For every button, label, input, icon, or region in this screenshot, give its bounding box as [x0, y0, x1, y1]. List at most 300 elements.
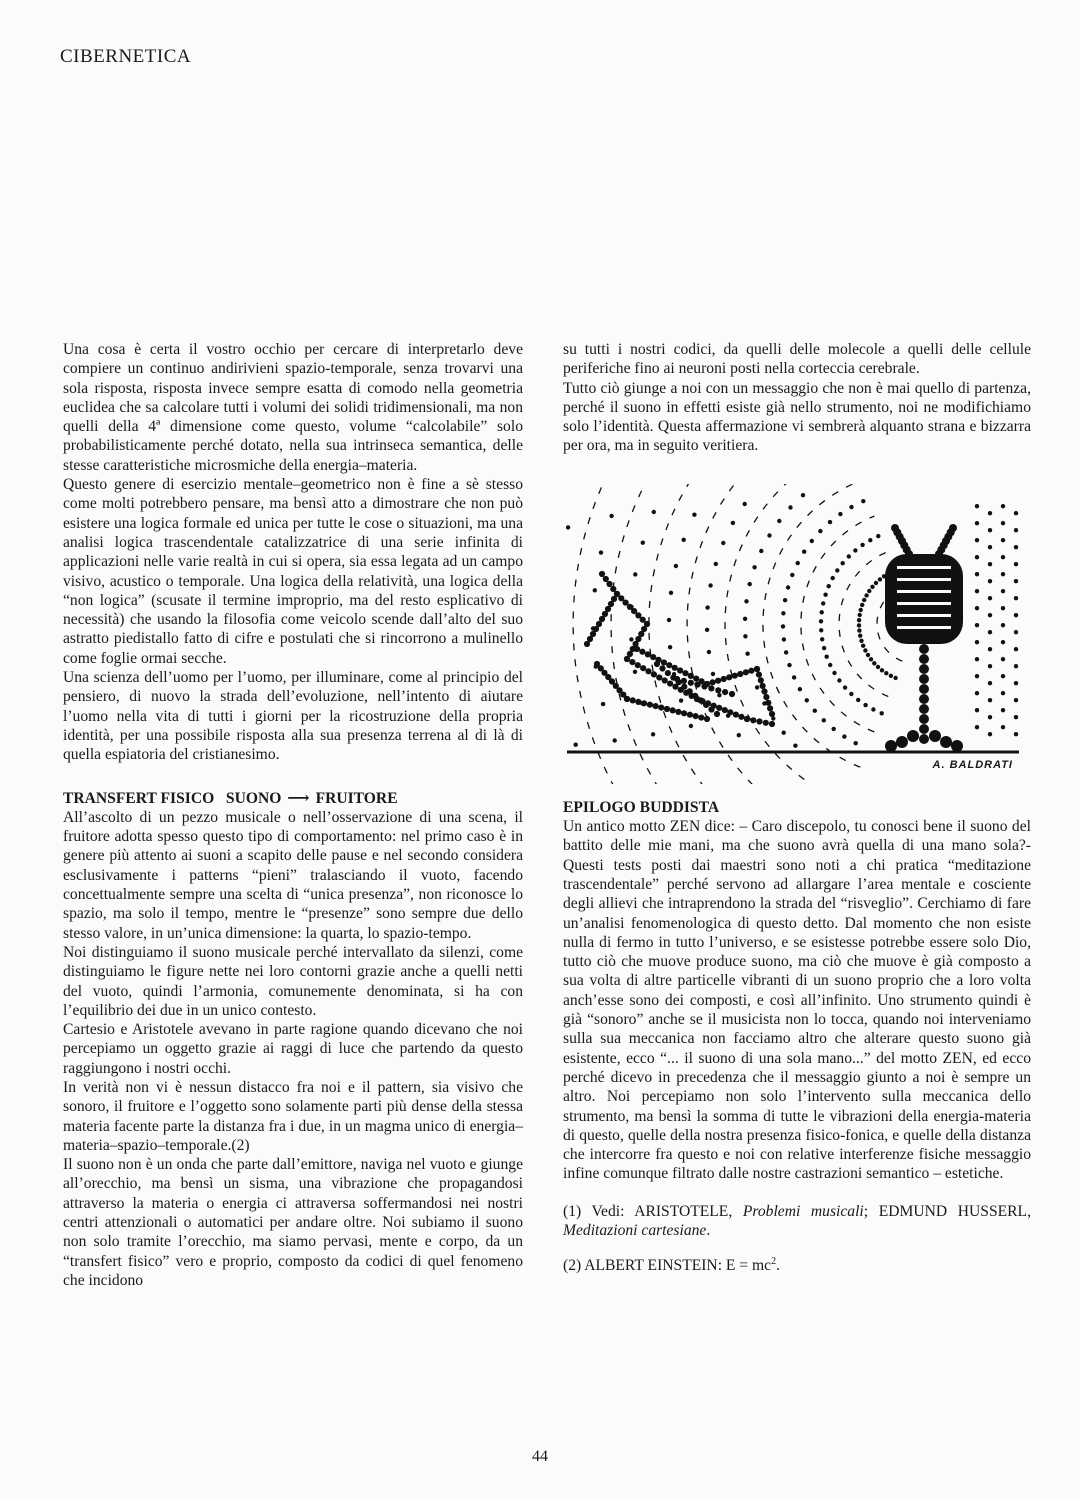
footnote-1-work2: Meditazioni cartesiane [563, 1222, 707, 1240]
pole-dot [919, 714, 929, 724]
sound-dot [876, 664, 880, 668]
footnote-2-suffix: . [776, 1257, 780, 1275]
sound-dot [721, 541, 725, 545]
base-dot [951, 740, 963, 752]
footnotes [563, 1202, 1031, 1276]
sound-dot [835, 568, 839, 572]
sound-dot [759, 549, 763, 553]
figure-dot [656, 674, 662, 680]
figure-dot [722, 689, 728, 695]
sound-wave-arc [573, 484, 790, 784]
sound-dot [988, 698, 992, 702]
figure-dot [653, 703, 659, 709]
sound-dot [975, 538, 979, 542]
figure-dot [670, 707, 676, 713]
sound-dot [717, 693, 721, 697]
sound-dot [871, 707, 875, 711]
figure-dot [658, 704, 664, 710]
figure-dot [687, 711, 693, 717]
figure-dot [726, 674, 732, 680]
figure-dot [635, 662, 641, 668]
sound-dot [874, 581, 878, 585]
figure-dot [675, 709, 681, 715]
sound-dot [599, 550, 603, 554]
figure-dot [672, 664, 678, 670]
figure-dot [640, 665, 646, 671]
sound-dot [988, 528, 992, 532]
sound-dot [674, 564, 678, 568]
figure-dot [722, 707, 728, 713]
figure-dot [599, 571, 605, 577]
figure-dot [659, 665, 665, 671]
sound-wave-arc [649, 484, 818, 784]
figure-dot [634, 646, 640, 652]
sound-dot [1014, 681, 1018, 685]
figure-dot [750, 717, 756, 723]
sound-dot [1001, 708, 1005, 712]
sound-dot [782, 637, 786, 641]
figure-dot [639, 648, 645, 654]
sound-dot [988, 545, 992, 549]
sound-dot [975, 521, 979, 525]
sound-dot [975, 640, 979, 644]
speaker-grille [897, 578, 951, 581]
pole-dot [919, 704, 929, 714]
illustration-signature: A. BALDRATI [932, 758, 1013, 771]
heading-left: TRANSFERT FISICO SUONO [63, 789, 282, 807]
sound-dot [861, 643, 865, 647]
footnote-2-sup: 2 [771, 1256, 777, 1268]
figure-dot [743, 669, 749, 675]
figure-dot [765, 699, 771, 705]
sound-dot [831, 576, 835, 580]
sound-dot [787, 663, 791, 667]
sound-dot [880, 668, 884, 672]
sound-dot [777, 519, 781, 523]
sound-dot [609, 513, 613, 517]
sound-dot [1001, 555, 1005, 559]
figure-dot [758, 677, 764, 683]
sound-dot [975, 606, 979, 610]
sound-dot [781, 624, 785, 628]
sound-dot [818, 529, 822, 533]
figure-dot [767, 705, 773, 711]
antenna-dot [949, 524, 957, 532]
paragraph: Il suono non è un onda che parte dall’emittore, naviga nel vuoto e giunge all’orecchio, ma bensì un sisma, una vibrazione che propagandosi attraverso la materia o energia ci attraversa soffermandosi nei nostri centri attenzionali o automatici per andare oltre. Noi subiamo il suono non solo tramite l’orecchio, ma siamo pervasi, mente e corpo, da un “transfert fisico” vero e proprio, composto da codici di quel fenomeno che incidono [63, 1156, 523, 1289]
figure-dot [698, 714, 704, 720]
figure-dot [708, 706, 714, 712]
sound-dot [1014, 596, 1018, 600]
figure-dot [677, 667, 683, 673]
heading-right: FRUITORE [315, 789, 398, 807]
figure-dot [732, 672, 738, 678]
figure-dot [688, 673, 694, 679]
speaker-grille [897, 602, 951, 605]
pole-dot [919, 654, 929, 664]
section-heading-epilogo: EPILOGO BUDDISTA [563, 798, 720, 816]
figure-dot [624, 656, 630, 662]
sound-dot [790, 573, 794, 577]
sound-dot [669, 590, 673, 594]
sound-dot [988, 511, 992, 515]
sound-dot [793, 743, 797, 747]
sound-dot [975, 674, 979, 678]
footnote-1 [563, 1202, 1031, 1241]
sound-dot [1014, 647, 1018, 651]
sound-dot [633, 572, 637, 576]
sound-dot [629, 637, 633, 641]
speaker-grille [897, 626, 951, 629]
page-number: 44 [532, 1448, 548, 1465]
sound-dot [866, 653, 870, 657]
figure-dot [610, 586, 616, 592]
sound-dot [828, 663, 832, 667]
sound-dot [1001, 538, 1005, 542]
figure-dot [667, 680, 673, 686]
sound-dot [1014, 613, 1018, 617]
sound-dot [707, 650, 711, 654]
sound-wave-arc [725, 484, 846, 784]
sound-dot [613, 738, 617, 742]
footnote-1-prefix: (1) Vedi: ARISTOTELE, [563, 1202, 743, 1220]
figure-dot [654, 661, 660, 667]
figure-dot [760, 683, 766, 689]
sound-dot [988, 715, 992, 719]
sound-dot [788, 505, 792, 509]
figure-dot [641, 700, 647, 706]
sound-dot [870, 584, 874, 588]
figure-dot [666, 662, 672, 668]
sound-dot [838, 512, 842, 516]
sound-dot [854, 741, 858, 745]
sound-dot [988, 681, 992, 685]
sound-dot [832, 671, 836, 675]
sound-dot [813, 708, 817, 712]
antenna-dot [891, 524, 899, 532]
figure-dot [744, 716, 750, 722]
figure-dot [763, 719, 769, 725]
sound-dot [819, 628, 823, 632]
sound-dot [975, 623, 979, 627]
sound-dot [792, 675, 796, 679]
sound-dot [1001, 674, 1005, 678]
sound-dot [652, 510, 656, 514]
sound-dot [861, 499, 865, 503]
sound-dot [853, 548, 857, 552]
figure-dot [756, 671, 762, 677]
footnote-2-prefix: (2) ALBERT EINSTEIN: E = mc [563, 1257, 772, 1275]
pole-dot [919, 644, 929, 654]
sound-dot [743, 616, 747, 620]
sound-dot [1014, 562, 1018, 566]
sound-dot [682, 537, 686, 541]
sound-dot [988, 647, 992, 651]
sound-dot [1001, 725, 1005, 729]
sound-dot [708, 583, 712, 587]
sound-dot [705, 627, 709, 631]
sound-dot [988, 630, 992, 634]
figure-dot [737, 671, 743, 677]
paragraph: All’ascolto di un pezzo musicale o nell’osservazione di una scena, il fruitore adotta spesso questo tipo di comportamento: nel primo caso è in genere più attento ai suoni a scapito delle pause e nel secondo considera esclusivamente i patterns “pieni” tralasciando il vuoto, facendo concettualmente sempre una scelta di “unica presenza”, non riconosce lo spazio, ma solo il tempo, mentre le “presenze” sono sempre due dello stesso valore, in un’unica dimensione: la quarta, lo spazio-tempo. [63, 808, 523, 942]
figure-dot [721, 676, 727, 682]
figure-dot [704, 716, 710, 722]
sound-dot [1014, 715, 1018, 719]
sound-dot [1001, 640, 1005, 644]
arrow-icon: ⟶ [287, 789, 310, 807]
sound-dot [601, 702, 605, 706]
sound-dot [1001, 623, 1005, 627]
sound-dot [975, 708, 979, 712]
footnote-1-work1: Problemi musicali [742, 1202, 864, 1220]
figure-dot [606, 581, 612, 587]
figure-dot [729, 691, 735, 697]
sound-dot [1014, 698, 1018, 702]
pole-dot [919, 664, 929, 674]
paragraph: Tutto ciò giunge a noi con un messaggio che non è mai quello di partenza, perché il suono in effetti esiste già nello strumento, noi ne modifichiamo solo l’identità. Questa affermazione vi sembrerà alquanto strana e bizzarra per ora, ma in seguito veritiera. [563, 379, 1031, 455]
figure-dot [698, 697, 704, 703]
sound-dot [988, 562, 992, 566]
sound-dot [975, 504, 979, 508]
sound-dot [822, 718, 826, 722]
figure-dot [756, 718, 762, 724]
footnote-1-suffix: . [706, 1222, 711, 1240]
sound-dot [837, 678, 841, 682]
figure-dot [645, 668, 651, 674]
figure-dot [603, 576, 609, 582]
sound-dot [975, 555, 979, 559]
sound-dot [796, 561, 800, 565]
sound-dot [988, 732, 992, 736]
sound-dot [810, 539, 814, 543]
figure-dot [650, 654, 656, 660]
sound-dot [784, 650, 788, 654]
sound-dot [679, 698, 683, 702]
sound-dot [1014, 664, 1018, 668]
sound-dot [893, 675, 897, 679]
pole-dot [919, 694, 929, 704]
sound-dot [975, 657, 979, 661]
figure-dot [710, 679, 716, 685]
sound-dot [802, 549, 806, 553]
sound-dot [857, 623, 861, 627]
sound-dot [819, 619, 823, 623]
sound-wave-arc [687, 484, 832, 784]
sound-dot [823, 592, 827, 596]
pole-dot [919, 674, 929, 684]
sound-dot [1001, 504, 1005, 508]
figure-dot [674, 676, 680, 682]
paragraph: In verità non vi è nessun distacco fra noi e il pattern, sia visivo che sonoro, il fruitore e l’oggetto sono solamente parti più dense della stessa materia facente parte la distanza fra i due, in un magma unico di energia–materia–spazio–temporale.(2) [63, 1078, 523, 1154]
sound-dot [801, 493, 805, 497]
figure-dot [701, 683, 707, 689]
sound-dot [714, 561, 718, 565]
sound-dot [805, 698, 809, 702]
sound-dot [1001, 606, 1005, 610]
figure-dot [715, 687, 721, 693]
sound-dot [842, 734, 846, 738]
figure-dot [708, 685, 714, 691]
sound-dot [827, 584, 831, 588]
sound-dot [1001, 657, 1005, 661]
sound-dot [862, 598, 866, 602]
sound-dot [988, 596, 992, 600]
figure-dot [754, 666, 760, 672]
figure-dot [714, 711, 720, 717]
sound-dot [1014, 630, 1018, 634]
sound-dot [782, 730, 786, 734]
speaker-grille [897, 590, 951, 593]
sound-dot [825, 654, 829, 658]
sound-dot [864, 593, 868, 597]
sound-dot [743, 634, 747, 638]
sound-dot [1014, 528, 1018, 532]
pole-dot [919, 684, 929, 694]
paragraph: su tutti i nostri codici, da quelli delle molecole a quelli delle cellule periferiche fino ai neuroni posti nella corteccia cerebrale. [563, 341, 1031, 378]
sound-dot [876, 534, 880, 538]
paragraph: Cartesio e Aristotele avevano in parte ragione quando dicevano che noi percepiamo un oggetto grazie ai raggi di luce che partendo da questo raggiungono i nostri occhi. [63, 1021, 523, 1077]
sound-dot [889, 673, 893, 677]
sound-dot [711, 671, 715, 675]
sound-dot [849, 692, 853, 696]
sound-dot [847, 554, 851, 558]
sound-dot [863, 703, 867, 707]
sound-dot [786, 585, 790, 589]
sound-dot [1014, 579, 1018, 583]
paragraph: Noi distinguiamo il suono musicale perché intervallato da silenzi, come distinguiamo le figure nette nei loro contorni grazie anche a quelli netti del vuoto, quindi l’armonia, comunemente denominata, si ha con l’equilibrio dei due in un unico contesto. [63, 943, 523, 1019]
right-column [563, 340, 1031, 1276]
sound-dot [593, 588, 597, 592]
sound-dot [737, 733, 741, 737]
sound-dot [988, 613, 992, 617]
sound-dot [1014, 545, 1018, 549]
sound-dot [752, 565, 756, 569]
figure-dot [738, 713, 744, 719]
figure-dot [703, 702, 709, 708]
figure-dot [695, 681, 701, 687]
sound-dot [1001, 521, 1005, 525]
figure-dot [664, 706, 670, 712]
left-column [63, 340, 523, 1290]
speaker-grille [897, 614, 951, 617]
sound-wave-arc [801, 516, 874, 732]
sound-dot [859, 607, 863, 611]
sound-dot [633, 669, 637, 673]
sound-dot [566, 525, 570, 529]
sound-dot [1001, 589, 1005, 593]
sound-wave-arc [763, 484, 860, 767]
sound-dot [856, 697, 860, 701]
sound-dot [860, 542, 864, 546]
figure-dot [682, 670, 688, 676]
paragraph: Un antico motto ZEN dice: – Caro discepolo, tu conosci bene il suono del battito delle mie mani, ma che suono avrà quella di una mano sola?- Questi tests posti dai maestri sono noti a chi pratica “meditazione trascendentale” perché servono ad allargare l’area mentale e cosciente degli allievi che intraprendono la strada del “risveglio”. Cerchiamo di fare un’analisi fenomenologica di questo detto. Dal momento che non esiste nulla di fermo in tutto l’universo, e se esistesse potrebbe essere solo Dio, tutto ciò che muove produce suono, ma ciò che muove è già composto a sua volta di altre particelle vibranti di un suono proprio che a loro volta anch’esse sono dei composti, e così all’infinito. Uno strumento quindi è già “sonoro” anche se il musicista non lo tocca, quando noi interveniamo sulla sua meccanica non facciamo altro che alterare questo suono già esistente, ecco “... il suono di una sola mano...” del motto ZEN, ed ecco perché dicevo in precedenza che il messaggio giunto a noi è sempre un altro. Noi percepiamo non solo l’intervento sulla meccanica dello strumento, ma bensì la somma di tutte le vibrazioni della energia-materia di questo, quelle della nostra presenza fisico-fonica, e quelle della distanza che intercorre fra questo e noi con relative interferenze fisiche messaggio infine comunque filtrato dalle nostre castrazioni semantico – estetiche. [563, 818, 1031, 1183]
figure-dot [727, 709, 733, 715]
figure-dot [748, 667, 754, 673]
sound-dot [1001, 572, 1005, 576]
sound-dot [878, 577, 882, 581]
sound-dot [731, 520, 735, 524]
sound-dot [689, 724, 693, 728]
figure-dot [661, 659, 667, 665]
figure-dot [630, 697, 636, 703]
sound-dot [1001, 691, 1005, 695]
base-dot [907, 730, 919, 742]
dotted-illustration [557, 484, 1027, 784]
figure-dot [769, 721, 775, 727]
base-dot [896, 736, 908, 748]
figure-dot [763, 694, 769, 700]
figure-dot [624, 696, 630, 702]
sound-dot [692, 512, 696, 516]
sound-wave-arc [839, 551, 888, 696]
sound-dot [884, 671, 888, 675]
sound-dot [668, 645, 672, 649]
figure-dot [662, 677, 668, 683]
figure-dot [645, 651, 651, 657]
sound-dot [651, 732, 655, 736]
figure-dot [681, 683, 687, 689]
sound-dot [820, 610, 824, 614]
section-heading-transfert [63, 789, 523, 808]
running-header: CIBERNETICA [60, 46, 192, 67]
base-dot [885, 740, 897, 752]
sound-dot [988, 579, 992, 583]
figure-dot [733, 711, 739, 717]
footnote-1-mid: ; EDMUND HUSSERL, [863, 1202, 1031, 1220]
sound-dot [849, 505, 853, 509]
figure-dot [715, 677, 721, 683]
figure-dot [692, 692, 698, 698]
sound-dot [975, 589, 979, 593]
sound-dot [860, 602, 864, 606]
figure-dot [681, 678, 687, 684]
sound-dot [843, 685, 847, 689]
figure-dot [693, 675, 699, 681]
speaker-grille [897, 566, 951, 569]
pole-dot [919, 734, 929, 744]
sound-dot [748, 582, 752, 586]
sound-dot [781, 611, 785, 615]
sound-dot [988, 664, 992, 668]
sound-dot [868, 538, 872, 542]
sound-dot [841, 561, 845, 565]
sound-dot [857, 618, 861, 622]
figure-dot [614, 591, 620, 597]
sound-dot [859, 638, 863, 642]
figure-dot [651, 671, 657, 677]
base-dot [940, 736, 952, 748]
sound-dot [975, 725, 979, 729]
sound-dot [975, 572, 979, 576]
sound-dot [858, 613, 862, 617]
sound-dot [798, 687, 802, 691]
sound-dot [858, 633, 862, 637]
sound-dot [767, 533, 771, 537]
sound-dot [863, 648, 867, 652]
sound-dot [574, 742, 578, 746]
figure-dot [716, 705, 722, 711]
base-dot [929, 730, 941, 742]
footnote-2 [563, 1256, 1031, 1275]
sound-dot [867, 589, 871, 593]
sound-dot [821, 601, 825, 605]
sound-dot [667, 618, 671, 622]
sound-dot [820, 637, 824, 641]
sound-dot [783, 598, 787, 602]
figure-dot [761, 688, 767, 694]
paragraph: Una cosa è certa il vostro occhio per cercare di interpretarlo deve compiere un continuo andirivieni spazio-temporale, senza trovarvi una sola risposta, risposta invece sempre esatta di comodo nella geometria euclidea che sa calcolare tutti i volumi dei solidi tridimensionali, ma non quelli della 4ª dimensione come questo, volume “calcolabile” solo probabilisticamente perché dotato, nella sua intrinseca semantica, delle stesse caratteristiche microsmiche della energia–materia. [63, 341, 523, 474]
illustration-listener-and-instrument [557, 484, 1027, 784]
sound-dot [857, 628, 861, 632]
